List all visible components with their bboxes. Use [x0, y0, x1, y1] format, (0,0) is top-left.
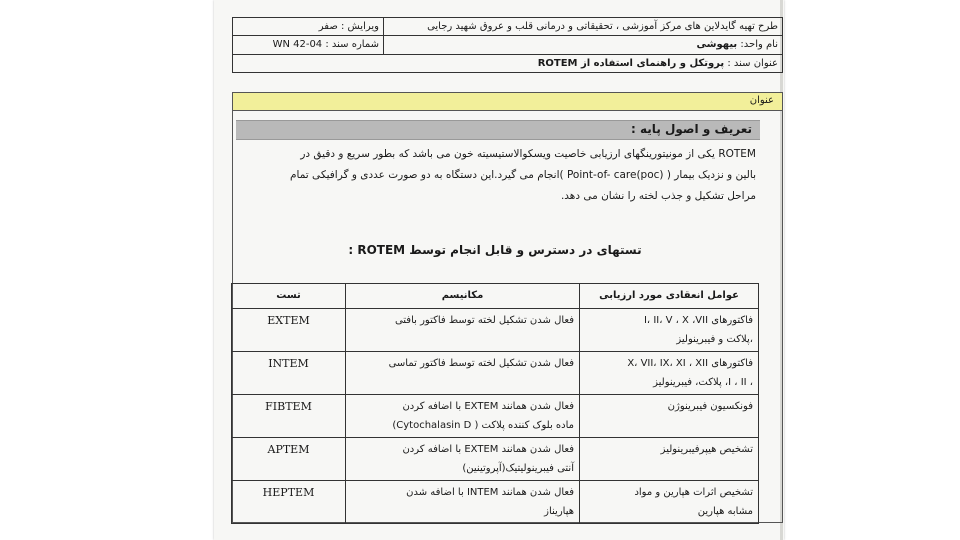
- header-mechanism: مکانیسم: [346, 284, 580, 309]
- factor-line: فونکسیون فیبرینوژن: [667, 401, 753, 412]
- mechanism-line: ماده بلوک کننده پلاکت ( Cytochalasin D): [392, 420, 574, 431]
- factor-line: ، I ، II، پلاکت، فیبرینولیز: [653, 377, 753, 388]
- factor-cell: [580, 395, 759, 438]
- factor-cell: [580, 352, 759, 395]
- unit-label: نام واحد:: [740, 39, 778, 50]
- table-header-row: [232, 284, 759, 309]
- document-header: [232, 17, 783, 73]
- table-row: [232, 352, 759, 395]
- doc-number: شماره سند : WN 42-04: [272, 39, 379, 50]
- factor-cell: [580, 438, 759, 481]
- mechanism-line: فعال شدن تشکیل لخته توسط فاکتور بافتی: [394, 315, 574, 326]
- factor-line: ،پلاکت و فیبرینولیز: [676, 334, 753, 345]
- paragraph-line-1: ROTEM یکی از مونیتورینگهای ارزیابی خاصیت ویسکوالاستیسیته خون می باشد که بطور سریع و دقیق در: [300, 148, 756, 160]
- section-heading-bar: [236, 120, 760, 140]
- mechanism-cell: [346, 438, 580, 481]
- section-band-label: عنوان: [749, 95, 774, 106]
- unit-value: بیهوشی: [696, 39, 738, 50]
- test-cell: HEPTEM: [232, 481, 346, 524]
- factor-cell: [580, 481, 759, 524]
- table-row: [232, 309, 759, 352]
- mechanism-line: فعال شدن همانند EXTEM با اضافه کردن: [402, 401, 574, 412]
- doc-title-value: پروتکل و راهنمای استفاده از ROTEM: [537, 58, 725, 69]
- factor-line: فاکتورهای X، VII، IX، XI ، XII: [627, 358, 753, 369]
- mechanism-line: فعال شدن همانند EXTEM با اضافه کردن: [402, 444, 574, 455]
- header-factors: عوامل انعقادی مورد ارزیابی: [580, 284, 759, 309]
- factor-line: مشابه هپارین: [697, 506, 753, 517]
- section-band: [232, 92, 783, 111]
- section-heading: تعریف و اصول پایه :: [631, 122, 752, 136]
- header-version: ویرایش : صفر: [318, 21, 379, 32]
- header-divider: [383, 18, 384, 54]
- table-row: [232, 438, 759, 481]
- table-row: [232, 481, 759, 524]
- intro-paragraph: [236, 144, 756, 207]
- factor-line: تشخیص اثرات هپارین و مواد: [634, 487, 753, 498]
- paragraph-line-3: مراحل تشکیل و جذب لخته را نشان می دهد.: [560, 190, 756, 202]
- test-cell: APTEM: [232, 438, 346, 481]
- factor-line: تشخیص هیپرفیبرینولیز: [660, 444, 753, 455]
- mechanism-line: آنتی فیبرینولیتیک(آپروتینین): [462, 463, 574, 474]
- test-cell: FIBTEM: [232, 395, 346, 438]
- factor-line: فاکتورهای I، II، V ، X ،VII: [643, 315, 753, 326]
- mechanism-line: فعال شدن همانند INTEM با اضافه شدن: [406, 487, 574, 498]
- rotem-tests-table: [231, 283, 759, 524]
- factor-cell: [580, 309, 759, 352]
- table-title: تستهای در دسترس و قابل انجام توسط ROTEM :: [348, 243, 642, 257]
- header-test: تست: [232, 284, 346, 309]
- mechanism-line: فعال شدن تشکیل لخته توسط فاکتور تماسی: [388, 358, 574, 369]
- unit-field: [697, 36, 778, 53]
- header-title: طرح تهیه گایدلاین های مرکز آموزشی ، تحقیقاتی و درمانی قلب و عروق شهید رجایی: [427, 21, 778, 32]
- mechanism-cell: [346, 352, 580, 395]
- test-cell: INTEM: [232, 352, 346, 395]
- test-cell: EXTEM: [232, 309, 346, 352]
- mechanism-line: هپاریناز: [544, 506, 574, 517]
- doc-title-label: عنوان سند :: [727, 58, 778, 69]
- mechanism-cell: [346, 395, 580, 438]
- mechanism-cell: [346, 309, 580, 352]
- doc-title-field: [538, 55, 778, 72]
- table-row: [232, 395, 759, 438]
- paragraph-line-2: بالین و نزدیک بیمار ( Point-of- care(poc) )انجام می گیرد.این دستگاه به دو صورت عددی و گرافیکی تمام: [290, 169, 756, 181]
- mechanism-cell: [346, 481, 580, 524]
